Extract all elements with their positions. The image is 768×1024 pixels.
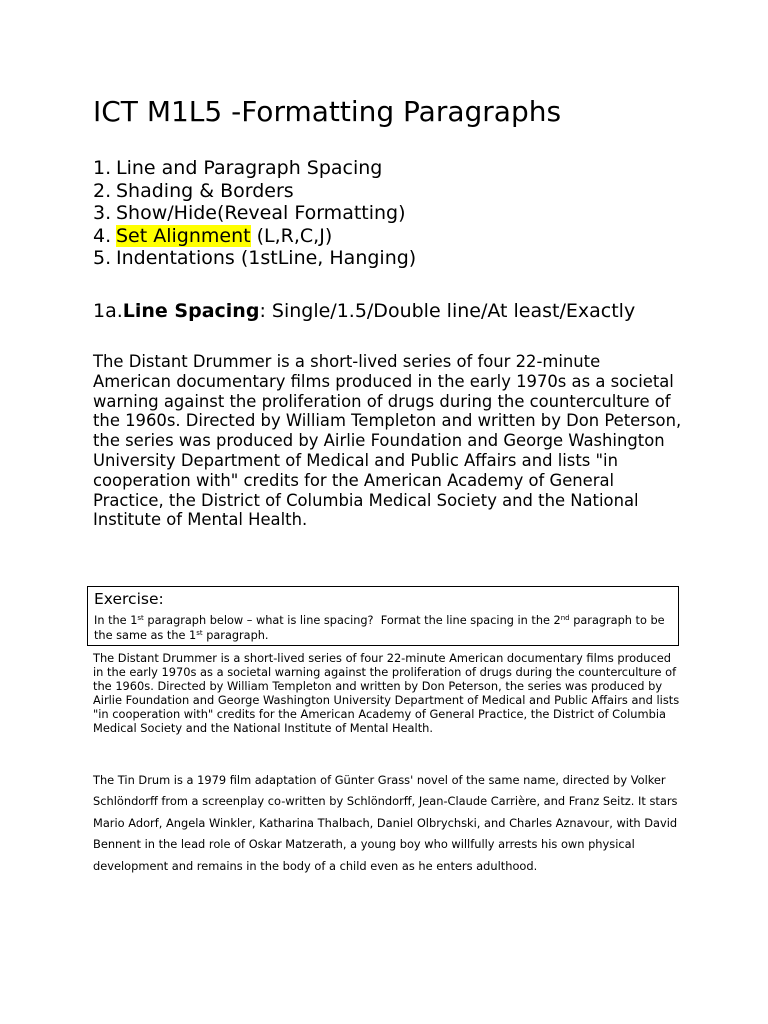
topic-text: Shading & Borders bbox=[116, 179, 294, 202]
heading-prefix: 1a. bbox=[93, 300, 123, 322]
exercise-box bbox=[87, 586, 679, 646]
topic-item bbox=[93, 225, 416, 248]
instruction-text: paragraph. bbox=[202, 628, 269, 642]
topic-highlighted-text: Set Alignment bbox=[116, 224, 251, 247]
paragraph-double-example: The Distant Drummer is a short-lived series of four 22-minute American documentary films produced in the early 1970s as a societal warning against the proliferation of drugs during the counterculture of the 1960s. Directed by William Templeton and written by Don Peterson, the series was produced by Airlie Foundation and George Washington University Department of Medical and Public Affairs and lists "in cooperation with" credits for the American Academy of General Practice, the District of Columbia Medical Society and the National Institute of Mental Health. bbox=[93, 352, 682, 530]
heading-bold-text: Line Spacing bbox=[122, 300, 260, 322]
topic-item bbox=[93, 202, 416, 225]
instruction-text: In the 1 bbox=[94, 614, 138, 627]
topic-text: Show/Hide(Reveal Formatting) bbox=[116, 202, 406, 225]
topic-number: 5. bbox=[93, 247, 112, 270]
topic-text: Indentations (1stLine, Hanging) bbox=[116, 247, 417, 270]
document-title: ICT M1L5 -Formatting Paragraphs bbox=[93, 95, 562, 128]
topic-item bbox=[93, 157, 416, 180]
topic-number: 3. bbox=[93, 202, 112, 225]
exercise-title: Exercise: bbox=[94, 590, 164, 608]
exercise-instructions bbox=[94, 614, 669, 643]
topic-text: Line and Paragraph Spacing bbox=[116, 157, 383, 179]
instruction-text: paragraph below – what is line spacing? Format the line spacing in the 2 bbox=[143, 614, 561, 627]
topic-list bbox=[93, 157, 416, 270]
topic-number: 4. bbox=[93, 224, 112, 247]
topic-number: 2. bbox=[93, 179, 112, 202]
topic-number: 1. bbox=[93, 157, 112, 179]
heading-rest: : Single/1.5/Double line/At least/Exactly bbox=[259, 300, 636, 322]
instruction-text: paragraph to be the same as the 1 bbox=[94, 614, 669, 642]
ordinal-suffix: nd bbox=[560, 614, 570, 622]
paragraph-single-spaced: The Distant Drummer is a short-lived series of four 22-minute American documentary films produced in the early 1970s as a societal warning against the proliferation of drugs during the counterculture of the 1960s. Directed by William Templeton and written by Don Peterson, the series was produced by Airlie Foundation and George Washington University Department of Medical and Public Affairs and lists "in cooperation with" credits for the American Academy of General Practice, the District of Columbia Medical Society and the National Institute of Mental Health. bbox=[93, 651, 680, 735]
ordinal-suffix: st bbox=[137, 614, 144, 622]
paragraph-wide-spaced: The Tin Drum is a 1979 film adaptation of Günter Grass' novel of the same name, directed by Volker Schlöndorff from a screenplay co-written by Schlöndorff, Jean-Claude Carrière, and Franz Seitz. It stars Mario Adorf, Angela Winkler, Katharina Thalbach, Daniel Olbrychski, and Charles Aznavour, with David Bennent in the lead role of Oskar Matzerath, a young boy who willfully arrests his own physical development and remains in the body of a child even as he enters adulthood. bbox=[93, 773, 678, 873]
topic-item bbox=[93, 180, 416, 203]
topic-item bbox=[93, 247, 416, 270]
line-spacing-heading bbox=[93, 300, 683, 323]
topic-text-suffix: (L,R,C,J) bbox=[250, 224, 333, 247]
ordinal-suffix: st bbox=[196, 628, 203, 637]
